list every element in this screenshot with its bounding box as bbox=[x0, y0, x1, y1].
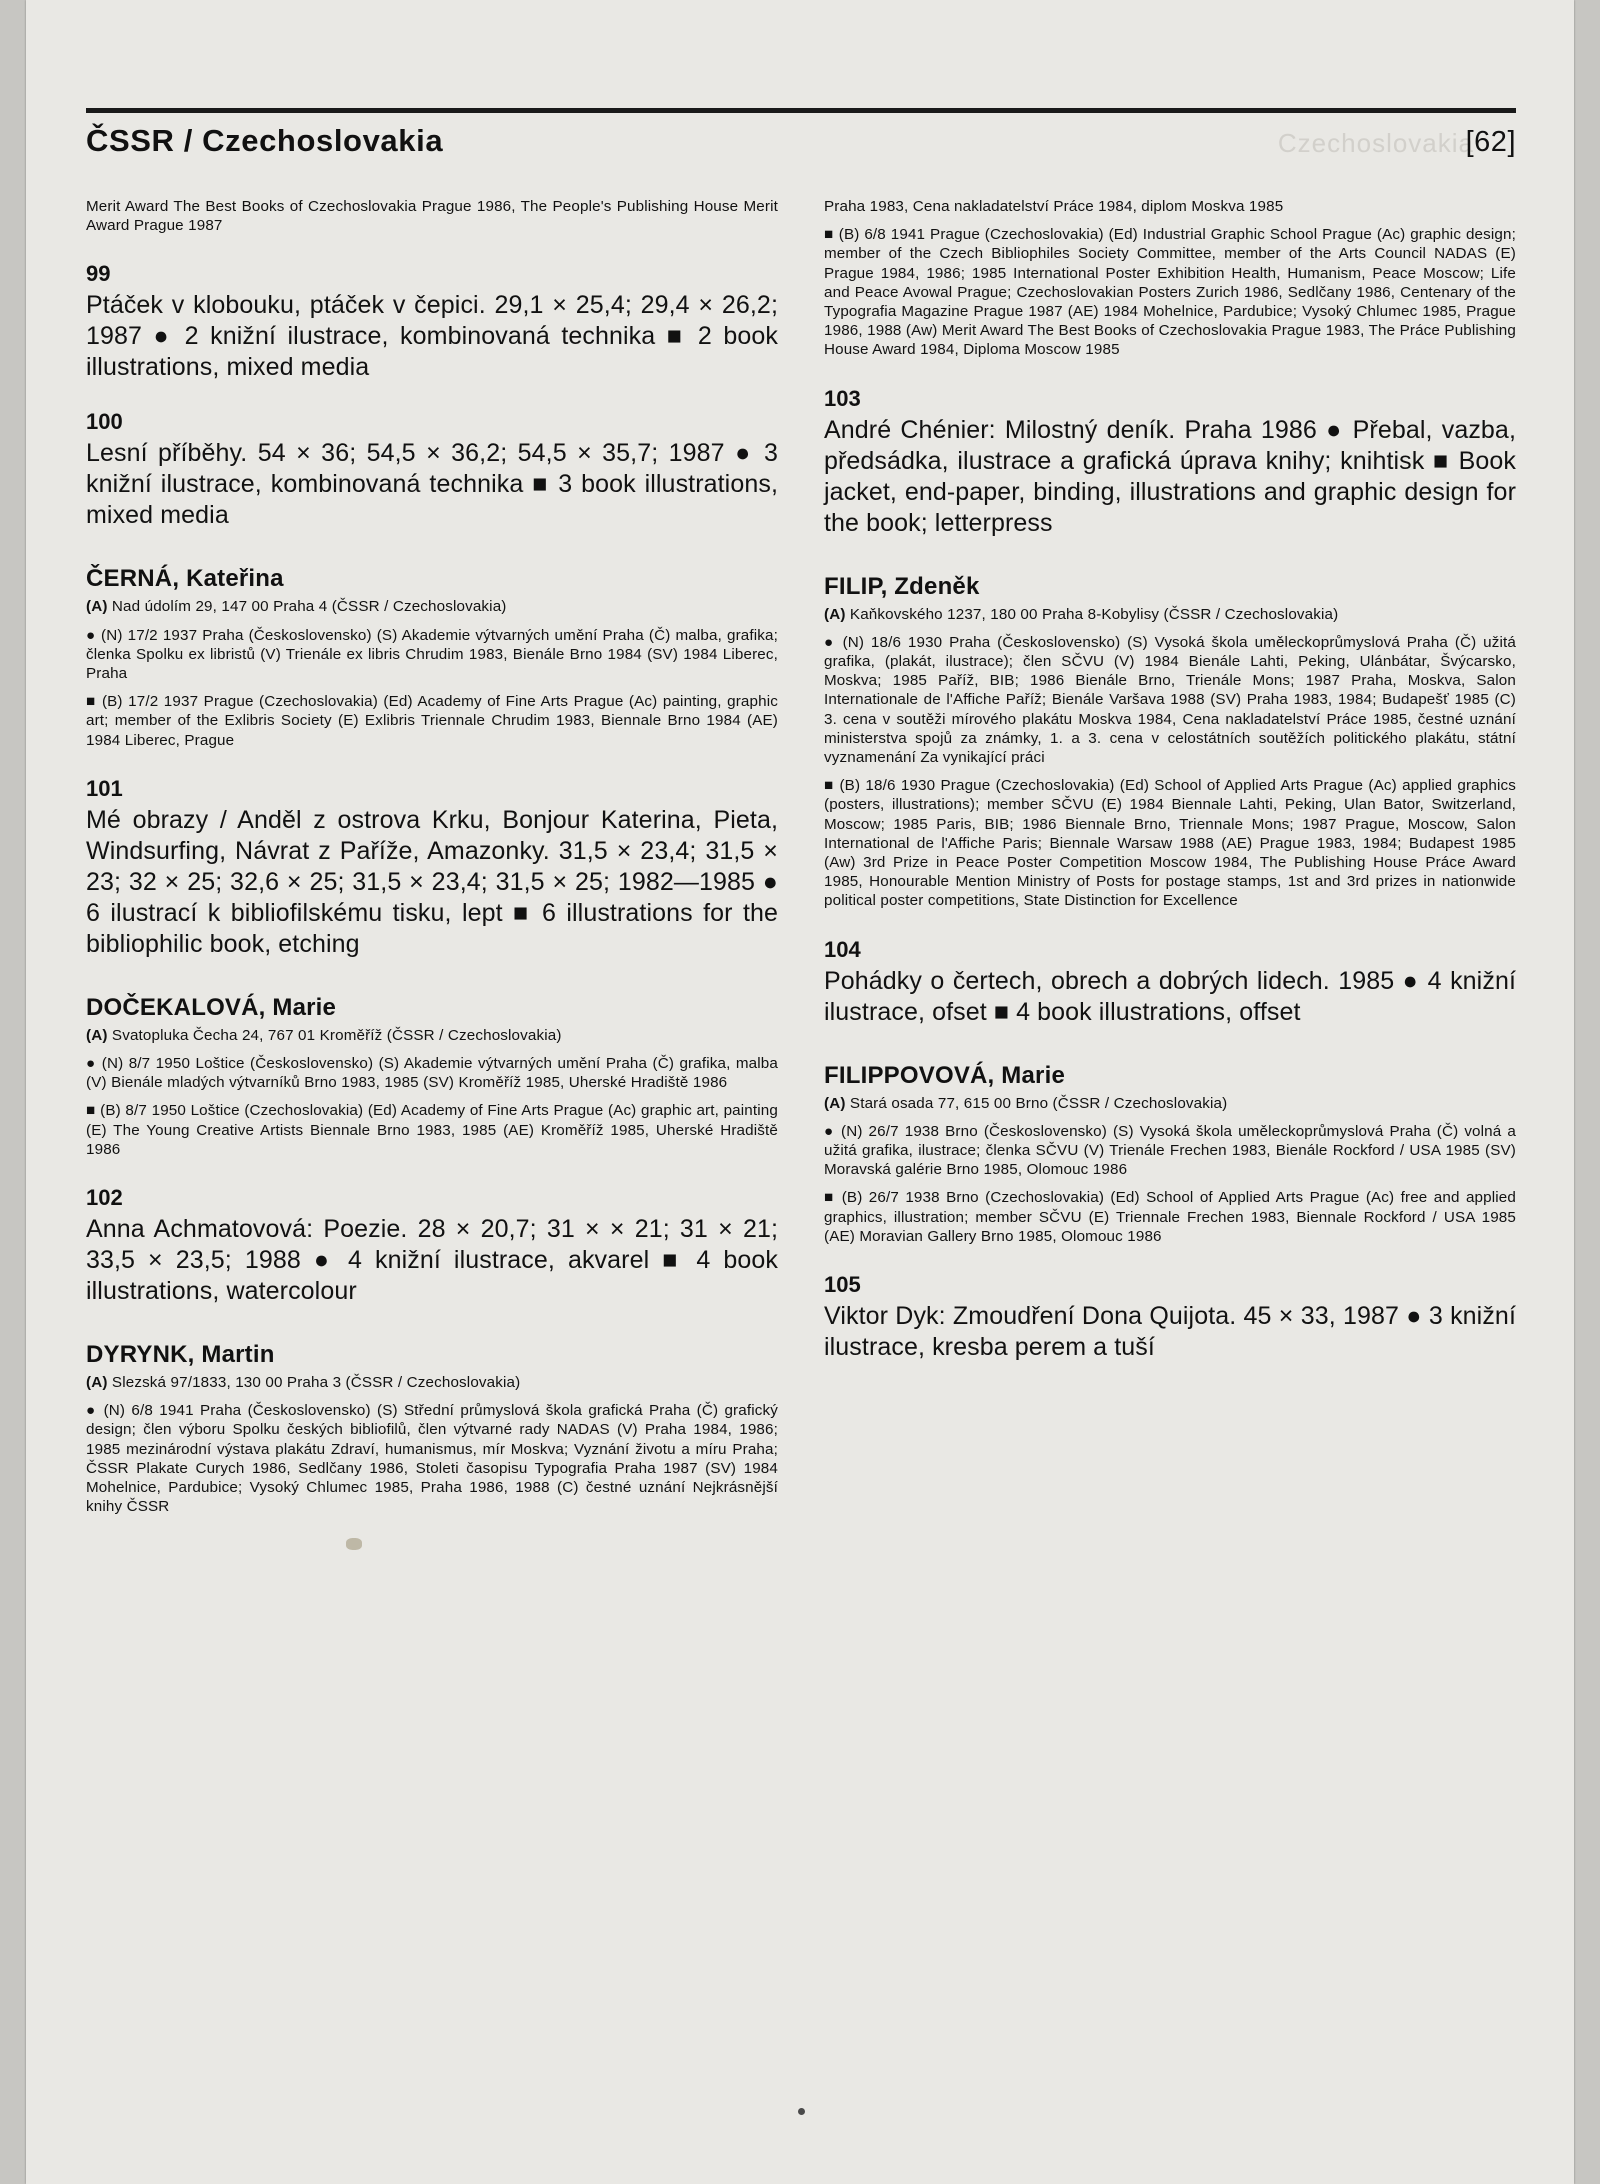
catalog-entry: Ptáček v klobouku, ptáček v čepici. 29,1 × 25,4; 29,4 × 26,2; 1987 ● 2 knižní ilustrace, kombinovaná technika ■ 2 book illustrations, mixed media bbox=[86, 291, 778, 382]
catalog-number: 99 bbox=[86, 261, 111, 287]
artist-address bbox=[824, 605, 1516, 624]
address-text: Slezská 97/1833, 130 00 Praha 3 (ČSSR / Czechoslovakia) bbox=[111, 1374, 521, 1392]
two-column-body bbox=[86, 197, 1516, 1516]
left-column bbox=[86, 197, 778, 1516]
artist-address bbox=[86, 597, 778, 616]
artist-name: FILIPPOVOVÁ, Marie bbox=[824, 1061, 1065, 1089]
catalog-entry: Pohádky o čertech, obrech a dobrých lidech. 1985 ● 4 knižní ilustrace, ofset ■ 4 book illustrations, offset bbox=[824, 966, 1516, 1026]
continued-note: Merit Award The Best Books of Czechoslovakia Prague 1986, The People's Publishing House Merit Award Prague 1987 bbox=[86, 198, 778, 235]
artist-bio-cz: ● (N) 18/6 1930 Praha (Československo) (S) Vysoká škola uměleckoprůmyslová Praha (Č) užitá grafika, (plakát, ilustrace); člen SČVU (V) 1984 Bienále Lahti, Peking, Ulánbátar, Švýcarsko, Moskva; 1985 Paříž, BIB; 1986 Bienále Brno, Trienále Mons; 1987 Praha, Moskva, Salon Internationale de l'Affiche Paříž; Bienále Varšava 1988 (SV) Praha 1983, 1984; Budapešť 1985 (C) 3. cena v soutěži mírového plakátu Moskva 1984, Cena nakladatelství Práce 1985, čestné uznání ministerstva spojů za známky, 1. a 3. cena v celostátních soutěžích politického plakátu, státní vyznamenání Za vynikající práci bbox=[824, 633, 1516, 767]
page-header bbox=[86, 123, 1516, 159]
address-text: Kaňkovského 1237, 180 00 Praha 8-Kobylisy (ČSSR / Czechoslovakia) bbox=[849, 605, 1339, 623]
address-text: Nad údolím 29, 147 00 Praha 4 (ČSSR / Czechoslovakia) bbox=[111, 598, 507, 616]
address-text: Stará osada 77, 615 00 Brno (ČSSR / Czechoslovakia) bbox=[849, 1094, 1228, 1112]
address-label: (A) bbox=[86, 1026, 108, 1044]
catalog-number: 100 bbox=[86, 409, 123, 435]
artist-bio-cz: ● (N) 8/7 1950 Loštice (Československo) (S) Akademie výtvarných umění Praha (Č) grafika, malba (V) Bienále mladých výtvarníků Brno 1983, 1985 (SV) Kroměříž 1985, Uherské Hradiště 1986 bbox=[86, 1055, 778, 1092]
artist-address bbox=[86, 1373, 778, 1392]
catalog-number: 103 bbox=[824, 385, 861, 411]
artist-bio-cz: ● (N) 26/7 1938 Brno (Československo) (S) Vysoká škola uměleckoprůmyslová Praha (Č) volná a užitá grafika, ilustrace; členka SČVU (V) Trienále Frechen 1983, Bienále Rockford / USA 1985 (SV) Moravská galérie Brno 1985, Olomouc 1986 bbox=[824, 1122, 1516, 1179]
running-title: ČSSR / Czechoslovakia bbox=[86, 123, 444, 158]
address-label: (A) bbox=[86, 1374, 108, 1392]
header-rule bbox=[86, 108, 1516, 113]
artist-bio-en: ■ (B) 6/8 1941 Prague (Czechoslovakia) (Ed) Industrial Graphic School Prague (Ac) graphic design; member of the Czech Bibliophiles Society Committee, member of the Arts Council NADAS (E) Prague 1984, 1986; 1985 International Poster Exhibition Health, Humanism, Peace Moscow; Life and Peace Avowal Prague; Czechoslovakian Posters Zurich 1986, Sedlčany 1986, Centenary of the Typografia Magazine Prague 1987 (AE) 1984 Mohelnice, Pardubice; Vysoký Chlumec 1985, Prague 1986, 1988 (Aw) Merit Award The Best Books of Czechoslovakia Prague 1983, The Práce Publishing House Award 1984, Diploma Moscow 1985 bbox=[824, 226, 1516, 359]
catalog-entry: Anna Achmatovová: Poezie. 28 × 20,7; 31 × × 21; 31 × 21; 33,5 × 23,5; 1988 ● 4 knižní ilustrace, akvarel ■ 4 book illustrations, watercolour bbox=[86, 1215, 778, 1306]
artist-bio-en: ■ (B) 18/6 1930 Prague (Czechoslovakia) (Ed) School of Applied Arts Prague (Ac) applied graphics (posters, illustrations); member SČVU (E) 1984 Biennale Lahti, Peking, Ulan Bator, Switzerland, Moscow; 1985 Paris, BIB; 1986 Biennale Brno, Triennale Mons; 1987 Prague, Moscow, Salon International de l'Affiche Paris; Biennale Warsaw 1988 (AE) Prague 1983, 1984; Budapest 1985 (Aw) 3rd Prize in Peace Poster Competition Moscow 1984, The Publishing House Práce Award 1985, Honourable Mention Ministry of Posts for postage stamps, 1st and 3rd prizes in nationwide political poster competitions, State Distinction for Excellence bbox=[824, 777, 1516, 910]
catalog-number: 105 bbox=[824, 1272, 861, 1298]
artist-bio-en: ■ (B) 26/7 1938 Brno (Czechoslovakia) (Ed) School of Applied Arts Prague (Ac) free and applied graphics, illustration; member SČVU (E) Triennale Frechen 1983, Biennale Rockford / USA 1985 (AE) Moravian Gallery Brno 1985, Olomouc 1986 bbox=[824, 1189, 1516, 1245]
artist-name: DOČEKALOVÁ, Marie bbox=[86, 993, 337, 1021]
paper-smudge bbox=[346, 1538, 362, 1550]
catalog-number: 101 bbox=[86, 775, 123, 801]
artist-address bbox=[86, 1026, 778, 1045]
artist-bio-en: ■ (B) 17/2 1937 Prague (Czechoslovakia) (Ed) Academy of Fine Arts Prague (Ac) painting, graphic art; member of the Exlibris Society (E) Exlibris Triennale Chrudim 1983, Biennale Brno 1984 (AE) 1984 Liberec, Prague bbox=[86, 693, 778, 749]
artist-name: FILIP, Zdeněk bbox=[824, 572, 980, 600]
address-label: (A) bbox=[824, 1094, 846, 1112]
artist-name: ČERNÁ, Kateřina bbox=[86, 565, 284, 593]
catalog-number: 104 bbox=[824, 936, 861, 962]
catalog-entry: Mé obrazy / Anděl z ostrova Krku, Bonjour Katerina, Pieta, Windsurfing, Návrat z Paříže, Amazonky. 31,5 × 23,4; 31,5 × 23; 32 × 25; 32,6 × 25; 31,5 × 23,4; 31,5 × 25; 1982—1985 ● 6 ilustrací k bibliofilskému tisku, lept ■ 6 illustrations for the bibliophilic book, etching bbox=[86, 805, 778, 958]
artist-bio-cz: ● (N) 6/8 1941 Praha (Československo) (S) Střední průmyslová škola grafická Praha (Č) grafický design; člen výboru Spolku českých bibliofilů, člen výtvarné rady NADAS (V) Praha 1984, 1986; 1985 mezinárodní výstava plakátu Zdraví, humanismus, mír Moskva; Vyznání životu a míru Praha; ČSSR Plakate Curych 1986, Sedlčany 1986, Stoleti časopisu Typografia Praha 1987 (SV) 1984 Mohelnice, Pardubice; Vysoký Chlumec 1985, Praha 1986, 1988 (C) čestné uznání Nejkrásnější knihy ČSSR bbox=[86, 1402, 778, 1516]
address-label: (A) bbox=[824, 605, 846, 623]
continued-bio-cz: Praha 1983, Cena nakladatelství Práce 1984, diplom Moskva 1985 bbox=[824, 198, 1284, 215]
address-text: Svatopluka Čecha 24, 767 01 Kroměříž (ČSSR / Czechoslovakia) bbox=[111, 1026, 562, 1044]
page-content bbox=[86, 108, 1516, 1516]
artist-bio-cz: ● (N) 17/2 1937 Praha (Československo) (S) Akademie výtvarných umění Praha (Č) malba, grafika; členka Spolku ex libristů (V) Trienále ex libris Chrudim 1983, Bienále Brno 1984 (SV) 1984 Liberec, Praha bbox=[86, 626, 778, 683]
paper-sheet bbox=[26, 0, 1574, 2184]
paper-speck bbox=[798, 2108, 805, 2115]
artist-bio-en: ■ (B) 8/7 1950 Loštice (Czechoslovakia) (Ed) Academy of Fine Arts Prague (Ac) graphic art, painting (E) The Young Creative Artists Biennale Brno 1983, 1985 (AE) Kroměříž 1985, Uherské Hradiště 1986 bbox=[86, 1102, 778, 1158]
catalog-entry: Lesní příběhy. 54 × 36; 54,5 × 36,2; 54,5 × 35,7; 1987 ● 3 knižní ilustrace, kombinovaná technika ■ 3 book illustrations, mixed media bbox=[86, 439, 778, 530]
catalog-entry: Viktor Dyk: Zmoudření Dona Quijota. 45 × 33, 1987 ● 3 knižní ilustrace, kresba perem a tuší bbox=[824, 1302, 1516, 1362]
catalog-number: 102 bbox=[86, 1185, 123, 1211]
artist-address bbox=[824, 1094, 1516, 1113]
right-column bbox=[824, 197, 1516, 1516]
artist-name: DYRYNK, Martin bbox=[86, 1341, 275, 1369]
address-label: (A) bbox=[86, 598, 108, 616]
catalog-entry: André Chénier: Milostný deník. Praha 1986 ● Přebal, vazba, předsádka, ilustrace a grafická úprava knihy; knihtisk ■ Book jacket, end-paper, binding, illustrations and graphic design for the book; letterpress bbox=[824, 415, 1516, 537]
page-folio: [62] bbox=[1465, 126, 1516, 158]
ghost-bleed-text: Czechoslovakia bbox=[1277, 128, 1474, 158]
